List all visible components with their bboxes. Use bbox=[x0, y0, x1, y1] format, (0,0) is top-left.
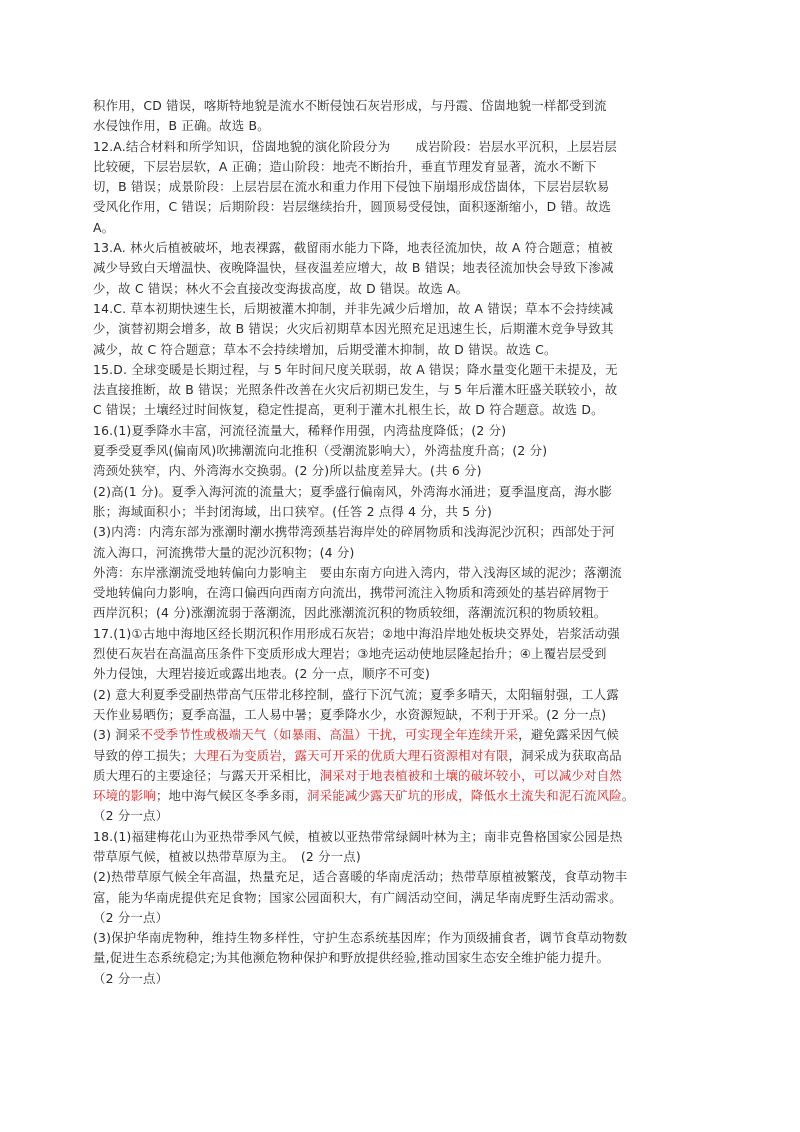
text-line bbox=[93, 948, 709, 968]
line-text: 胀；海域面积小；半封闭海域，出口狭窄。(任答 2 点得 4 分，共 5 分) bbox=[93, 503, 493, 519]
line-text: ，洞采成为获取高品 bbox=[508, 747, 622, 763]
line-text: ；地中海气候区冬季多雨， bbox=[155, 788, 308, 804]
text-line bbox=[93, 340, 709, 360]
line-text: （2 分一点） bbox=[93, 909, 169, 925]
text-line bbox=[93, 522, 709, 542]
line-text: 17.(1)①古地中海地区经长期沉积作用形成石灰岩；②地中海沿岸地处板块交界处，岩浆活动强 bbox=[93, 625, 620, 641]
line-text: 质大理石的主要途径；与露天开采相比， bbox=[93, 767, 320, 783]
line-text: 12.A.结合材料和所学知识，岱崮地貌的演化阶段分为 成岩阶段：岩层水平沉积，上层岩层 bbox=[93, 138, 617, 154]
text-line bbox=[93, 624, 709, 644]
line-text: (3)保护华南虎物种，维持生物多样性，守护生态系统基因库；作为顶级捕食者，调节食草动物数 bbox=[93, 930, 628, 946]
answer-document bbox=[93, 96, 709, 989]
line-text: (3)内湾：内湾东部为涨潮时潮水携带湾颈基岩海岸处的碎屑物质和浅海泥沙沉积；西部处于河 bbox=[93, 524, 615, 540]
line-text: (2) 意大利夏季受副热带高气压带北移控制，盛行下沉气流；夏季多晴天，太阳辐射强，工人露 bbox=[93, 686, 619, 702]
line-text: （2 分一点） bbox=[93, 808, 169, 824]
line-text: 受风化作用，C 错误；后期阶段：岩层继续抬升，圆顶易受侵蚀，面积逐渐缩小，D 错。故选 bbox=[93, 199, 611, 215]
text-line bbox=[93, 563, 709, 583]
line-text: 减少导致白天增温快、夜晚降温快，昼夜温差应增大，故 B 错误；地表径流加快会导致下渗减 bbox=[93, 260, 614, 276]
text-line bbox=[93, 664, 709, 684]
line-text: 烈使石灰岩在高温高压条件下变质形成大理岩；③地壳运动使地层隆起抬升；④上覆岩层受到 bbox=[93, 646, 607, 662]
text-line bbox=[93, 421, 709, 441]
text-line bbox=[93, 969, 709, 989]
line-text: 。 bbox=[621, 788, 635, 804]
text-line bbox=[93, 441, 709, 461]
line-text: 积作用，CD 错误，喀斯特地貌是流水不断侵蚀石灰岩形成，与丹霞、岱崮地貌一样都受到流 bbox=[93, 98, 607, 113]
line-text: 13.A. 林火后植被破坏，地表裸露，截留雨水能力下降，地表径流加快，故 A 符合题意；植被 bbox=[93, 240, 613, 256]
line-text: 富，能为华南虎提供充足食物；国家公园面积大，有广阔活动空间，满足华南虎野生活动需求。 bbox=[93, 889, 622, 905]
text-line bbox=[93, 137, 709, 157]
text-line bbox=[93, 908, 709, 928]
text-line bbox=[93, 603, 709, 623]
text-line bbox=[93, 725, 709, 745]
line-text: （2 分一点） bbox=[93, 970, 169, 986]
line-text: 受地转偏向力影响，在湾口偏西向西南方向流出，携带河流注入物质和湾颈处的基岩碎屑物于 bbox=[93, 585, 610, 601]
text-line bbox=[93, 543, 709, 563]
line-text: 湾颈处狭窄，内、外湾海水交换弱。(2 分)所以盐度差异大。(共 6 分) bbox=[93, 463, 482, 479]
line-text: 少，演替初期会增多，故 B 错误；火灾后初期草本因光照充足迅速生长，后期灌木竞争导致其 bbox=[93, 321, 614, 337]
text-line bbox=[93, 482, 709, 502]
text-line bbox=[93, 157, 709, 177]
text-line bbox=[93, 786, 709, 806]
text-line bbox=[93, 197, 709, 217]
highlighted-text: 不受季节性或极端天气（如暴雨、高温）干扰，可实现全年连续开采 bbox=[140, 727, 519, 743]
text-line bbox=[93, 806, 709, 826]
line-text: 天作业易晒伤；夏季高温，工人易中暑；夏季降水少，水资源短缺，不利于开采。(2 分一点) bbox=[93, 706, 607, 722]
text-line bbox=[93, 847, 709, 867]
highlighted-text: 大理石为变质岩，露天可开采的优质大理石资源相对有限 bbox=[193, 747, 509, 763]
text-line bbox=[93, 96, 709, 116]
text-line bbox=[93, 380, 709, 400]
text-line bbox=[93, 928, 709, 948]
text-line bbox=[93, 299, 709, 319]
line-text: (2)热带草原气候全年高温，热量充足，适合喜暖的华南虎活动；热带草原植被繁茂，食草动物丰 bbox=[93, 869, 628, 885]
line-text: 水侵蚀作用，B 正确。故选 B。 bbox=[93, 118, 270, 134]
line-text: 18.(1)福建梅花山为亚热带季风气候，植被以亚热带常绿阔叶林为主；南非克鲁格国家公园是热 bbox=[93, 828, 623, 844]
text-line bbox=[93, 502, 709, 522]
text-line bbox=[93, 827, 709, 847]
text-line bbox=[93, 583, 709, 603]
text-line bbox=[93, 360, 709, 380]
line-text: A。 bbox=[93, 219, 115, 235]
line-text: C 错误；土壤经过时间恢复，稳定性提高，更利于灌木扎根生长，故 D 符合题意。故选 D。 bbox=[93, 402, 604, 418]
text-line bbox=[93, 116, 709, 136]
line-text: 14.C. 草本初期快速生长，后期被灌木抑制，并非先减少后增加，故 A 错误；草本不会持续减 bbox=[93, 300, 614, 316]
highlighted-text: 洞采能减少露天矿坑的形成，降低水土流失和泥石流风险 bbox=[307, 788, 622, 804]
text-line bbox=[93, 238, 709, 258]
line-text: 少，故 C 错误；林火不会直接改变海拔高度，故 D 错误。故选 A。 bbox=[93, 280, 469, 296]
line-text: ，避免露采因气候 bbox=[518, 727, 619, 743]
highlighted-text: 洞采对于地表植被和土壤的破坏较小，可以减少对自然 bbox=[319, 767, 622, 783]
line-text: 法直接推断，故 B 错误；光照条件改善在火灾后初期已发生，与 5 年后灌木旺盛关联较小，故 bbox=[93, 382, 618, 398]
line-text: 带草原气候，植被以热带草原为主。 (2 分一点) bbox=[93, 848, 361, 864]
text-line bbox=[93, 766, 709, 786]
line-text: (2)高(1 分)。夏季入海河流的流量大；夏季盛行偏南风，外湾海水涌进；夏季温度高，海水膨 bbox=[93, 483, 612, 499]
text-line bbox=[93, 461, 709, 481]
line-text: 外力侵蚀，大理岩接近或露出地表。(2 分一点，顺序不可变) bbox=[93, 666, 431, 682]
text-line bbox=[93, 177, 709, 197]
text-line bbox=[93, 685, 709, 705]
line-text: 导致的停工损失； bbox=[93, 747, 194, 763]
line-text: 量,促进生态系统稳定;为其他濒危物种保护和野放提供经验,推动国家生态安全维护能力提升。 bbox=[93, 950, 610, 966]
line-text: 切，B 错误；成景阶段：上层岩层在流水和重力作用下侵蚀下崩塌形成岱崮体，下层岩层软易 bbox=[93, 179, 610, 195]
line-text: 夏季受夏季风(偏南风)吹拂潮流向北推积（受潮流影响大），外湾盐度升高；(2 分) bbox=[93, 443, 548, 459]
text-line bbox=[93, 319, 709, 339]
line-text: 比较硬，下层岩层软，A 正确；造山阶段：地壳不断抬升，垂直节理发育显著，流水不断下 bbox=[93, 158, 597, 174]
highlighted-text: 环境的影响 bbox=[93, 788, 156, 804]
line-text: 15.D. 全球变暖是长期过程，与 5 年时间尺度关联弱，故 A 错误；降水量变化题干未提及，无 bbox=[93, 361, 618, 377]
text-line bbox=[93, 279, 709, 299]
text-line bbox=[93, 746, 709, 766]
text-line bbox=[93, 867, 709, 887]
line-text: 流入海口，河流携带大量的泥沙沉积物；(4 分) bbox=[93, 544, 355, 560]
text-line bbox=[93, 705, 709, 725]
line-text: 外湾：东岸涨潮流受地转偏向力影响主 要由东南方向进入湾内，带入浅海区域的泥沙；落潮流 bbox=[93, 564, 622, 580]
line-text: 16.(1)夏季降水丰富，河流径流量大，稀释作用强，内湾盐度降低；(2 分) bbox=[93, 422, 507, 438]
line-text: (3) 洞采 bbox=[93, 727, 141, 743]
text-line bbox=[93, 218, 709, 238]
text-line bbox=[93, 888, 709, 908]
text-line bbox=[93, 258, 709, 278]
line-text: 西岸沉积；(4 分)涨潮流弱于落潮流，因此涨潮流沉积的物质较细，落潮流沉积的物质较粗。 bbox=[93, 605, 607, 621]
text-line bbox=[93, 400, 709, 420]
text-line bbox=[93, 644, 709, 664]
line-text: 减少，故 C 符合题意；草本不会持续增加，后期受灌木抑制，故 D 错误。故选 C。 bbox=[93, 341, 557, 357]
